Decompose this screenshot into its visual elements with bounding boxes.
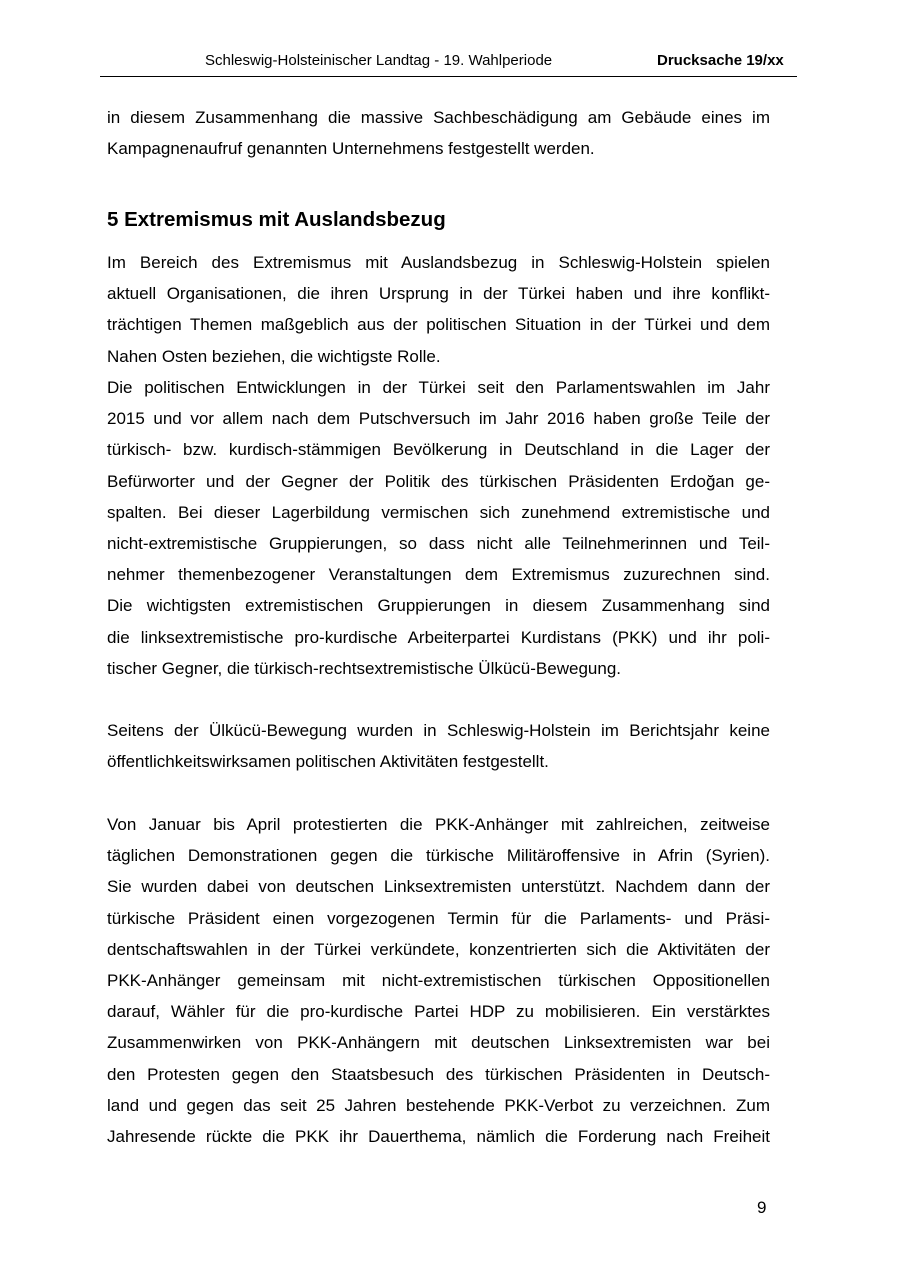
text-line: 2015 und vor allem nach dem Putschversuch im Jahr 2016 haben große Teile der: [107, 409, 770, 429]
text-line: Zusammenwirken von PKK-Anhängern mit deutschen Linksextremisten war bei: [107, 1033, 770, 1053]
text-line: den Protesten gegen den Staatsbesuch des türkischen Präsidenten in Deutsch-: [107, 1064, 770, 1084]
text-line: Nahen Osten beziehen, die wichtigste Rolle.: [107, 346, 441, 366]
text-line: PKK-Anhänger gemeinsam mit nicht-extremistischen türkischen Oppositionellen: [107, 971, 770, 991]
text-line: türkisch- bzw. kurdisch-stämmigen Bevölkerung in Deutschland in die Lager der: [107, 440, 770, 460]
text-line: aktuell Organisationen, die ihren Ursprung in der Türkei haben und ihre konflikt-: [107, 284, 770, 304]
text-line: nehmer themenbezogener Veranstaltungen dem Extremismus zuzurechnen sind.: [107, 565, 770, 585]
text-line: in diesem Zusammenhang die massive Sachbeschädigung am Gebäude eines im: [107, 108, 770, 127]
text-line: Seitens der Ülkücü-Bewegung wurden in Schleswig-Holstein im Berichtsjahr keine: [107, 721, 770, 740]
text-line: Sie wurden dabei von deutschen Linksextremisten unterstützt. Nachdem dann der: [107, 877, 770, 897]
section-heading: 5 Extremismus mit Auslandsbezug: [107, 208, 446, 231]
text-line: täglichen Demonstrationen gegen die türkische Militäroffensive in Afrin (Syrien).: [107, 846, 770, 866]
text-line: Die wichtigsten extremistischen Gruppierungen in diesem Zusammenhang sind: [107, 596, 770, 616]
text-line: Jahresende rückte die PKK ihr Dauerthema, nämlich die Forderung nach Freiheit: [107, 1127, 770, 1147]
paragraph: [107, 809, 770, 1152]
text-line: Im Bereich des Extremismus mit Auslandsbezug in Schleswig-Holstein spielen: [107, 253, 770, 272]
text-line: darauf, Wähler für die pro-kurdische Partei HDP zu mobilisieren. Ein verstärktes: [107, 1002, 770, 1022]
text-line: türkische Präsident einen vorgezogenen Termin für die Parlaments- und Präsi-: [107, 908, 770, 928]
text-line: land und gegen das seit 25 Jahren bestehende PKK-Verbot zu verzeichnen. Zum: [107, 1095, 770, 1115]
page-number: 9: [757, 1198, 767, 1217]
header-divider: [100, 76, 797, 77]
text-line: spalten. Bei dieser Lagerbildung vermischen sich zunehmend extremistische und: [107, 502, 770, 522]
text-line: öffentlichkeitswirksamen politischen Aktivitäten festgestellt.: [107, 752, 549, 772]
text-line: Die politischen Entwicklungen in der Türkei seit den Parlamentswahlen im Jahr: [107, 378, 770, 397]
text-line: Von Januar bis April protestierten die PKK-Anhänger mit zahlreichen, zeitweise: [107, 815, 770, 834]
text-line: die linksextremistische pro-kurdische Arbeiterpartei Kurdistans (PKK) und ihr poli-: [107, 627, 770, 647]
header-title: Schleswig-Holsteinischer Landtag - 19. Wahlperiode: [205, 52, 553, 69]
paragraph: [107, 715, 770, 777]
paragraph: [107, 372, 770, 684]
text-line: Befürworter und der Gegner der Politik des türkischen Präsidenten Erdoğan ge-: [107, 471, 770, 491]
text-line: trächtigen Themen maßgeblich aus der politischen Situation in der Türkei und dem: [107, 315, 770, 335]
text-line: tischer Gegner, die türkisch-rechtsextremistische Ülkücü-Bewegung.: [107, 658, 621, 678]
document-number: Drucksache 19/xx: [657, 52, 784, 69]
paragraph: [107, 247, 770, 372]
paragraph: [107, 102, 770, 164]
text-line: Kampagnenaufruf genannten Unternehmens festgestellt werden.: [107, 139, 595, 159]
text-line: nicht-extremistische Gruppierungen, so dass nicht alle Teilnehmerinnen und Teil-: [107, 534, 770, 554]
text-line: dentschaftswahlen in der Türkei verkündete, konzentrierten sich die Aktivitäten der: [107, 939, 770, 959]
